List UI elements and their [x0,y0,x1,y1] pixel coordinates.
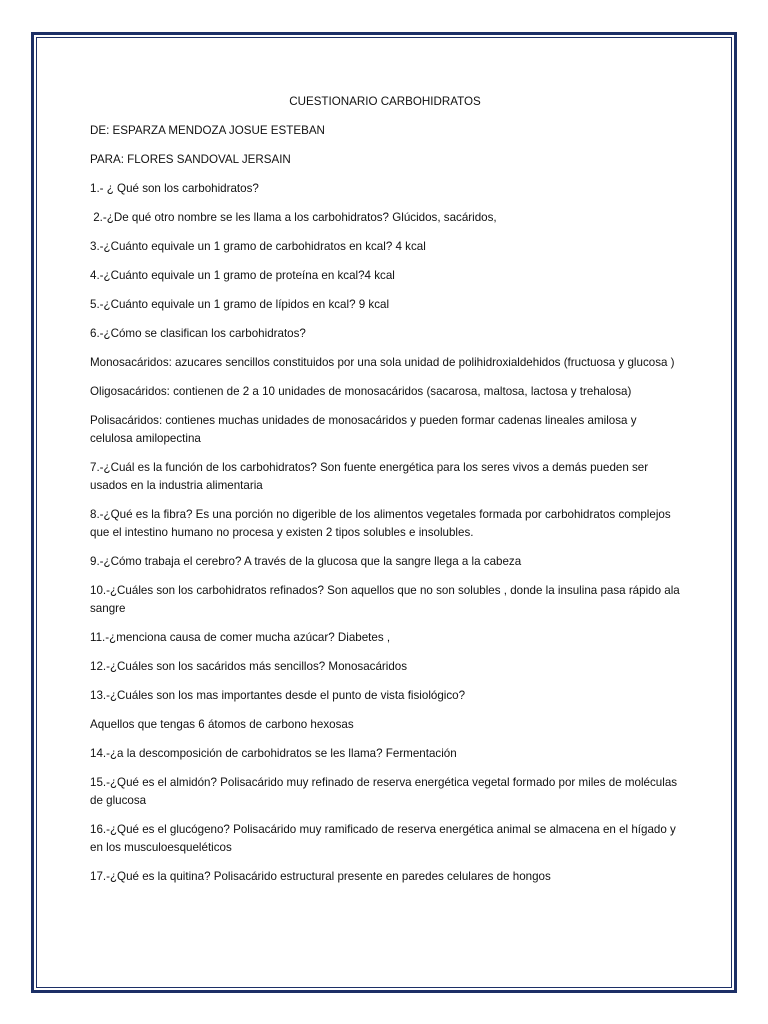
paragraph: 14.-¿a la descomposición de carbohidratos se les llama? Fermentación [90,747,457,760]
paragraph: 6.-¿Cómo se clasifican los carbohidratos? [90,327,306,340]
recipient-line: PARA: FLORES SANDOVAL JERSAIN [90,153,291,166]
paragraph: Aquellos que tengas 6 átomos de carbono hexosas [90,718,354,731]
paragraph: Polisacáridos: contienes muchas unidades de monosacáridos y pueden formar cadenas lineales amilosa y celulosa amilopectina [90,414,637,445]
paragraph: Oligosacáridos: contienen de 2 a 10 unidades de monosacáridos (sacarosa, maltosa, lactosa y trehalosa) [90,385,632,398]
paragraph: 2.-¿De qué otro nombre se les llama a los carbohidratos? Glúcidos, sacáridos, [90,211,497,224]
paragraph: 3.-¿Cuánto equivale un 1 gramo de carbohidratos en kcal? 4 kcal [90,240,426,253]
paragraph: 13.-¿Cuáles son los mas importantes desde el punto de vista fisiológico? [90,689,466,702]
author-line: DE: ESPARZA MENDOZA JOSUE ESTEBAN [90,124,325,137]
paragraph: 9.-¿Cómo trabaja el cerebro? A través de la glucosa que la sangre llega a la cabeza [90,555,522,568]
paragraph: 1.- ¿ Qué son los carbohidratos? [90,182,259,195]
paragraph: 16.-¿Qué es el glucógeno? Polisacárido muy ramificado de reserva energética animal se almacena en el hígado y en los musculoesqueléticos [90,823,676,854]
paragraph: 12.-¿Cuáles son los sacáridos más sencillos? Monosacáridos [90,660,408,673]
paragraph: 15.-¿Qué es el almidón? Polisacárido muy refinado de reserva energética vegetal formado por miles de moléculas de glucosa [90,776,678,807]
paragraph: 11.-¿menciona causa de comer mucha azúcar? Diabetes , [90,631,391,644]
paragraph: 4.-¿Cuánto equivale un 1 gramo de proteína en kcal?4 kcal [90,269,395,282]
paragraph: 5.-¿Cuánto equivale un 1 gramo de lípidos en kcal? 9 kcal [90,298,390,311]
document-title: CUESTIONARIO CARBOHIDRATOS [289,95,481,108]
paragraph: 10.-¿Cuáles son los carbohidratos refinados? Son aquellos que no son solubles , donde la insulina pasa rápido ala sangre [90,584,680,615]
paragraph: 7.-¿Cuál es la función de los carbohidratos? Son fuente energética para los seres vivos a demás pueden ser usados en la industria alimentaria [90,461,649,492]
document-body [90,93,680,897]
paragraph: 8.-¿Qué es la fibra? Es una porción no digerible de los alimentos vegetales formada por carbohidratos complejos que el intestino humano no procesa y existen 2 tipos solubles e insolubles. [90,508,671,539]
paragraph: 17.-¿Qué es la quitina? Polisacárido estructural presente en paredes celulares de hongos [90,870,551,883]
paragraph: Monosacáridos: azucares sencillos constituidos por una sola unidad de polihidroxialdehidos (fructuosa y glucosa ) [90,356,675,369]
